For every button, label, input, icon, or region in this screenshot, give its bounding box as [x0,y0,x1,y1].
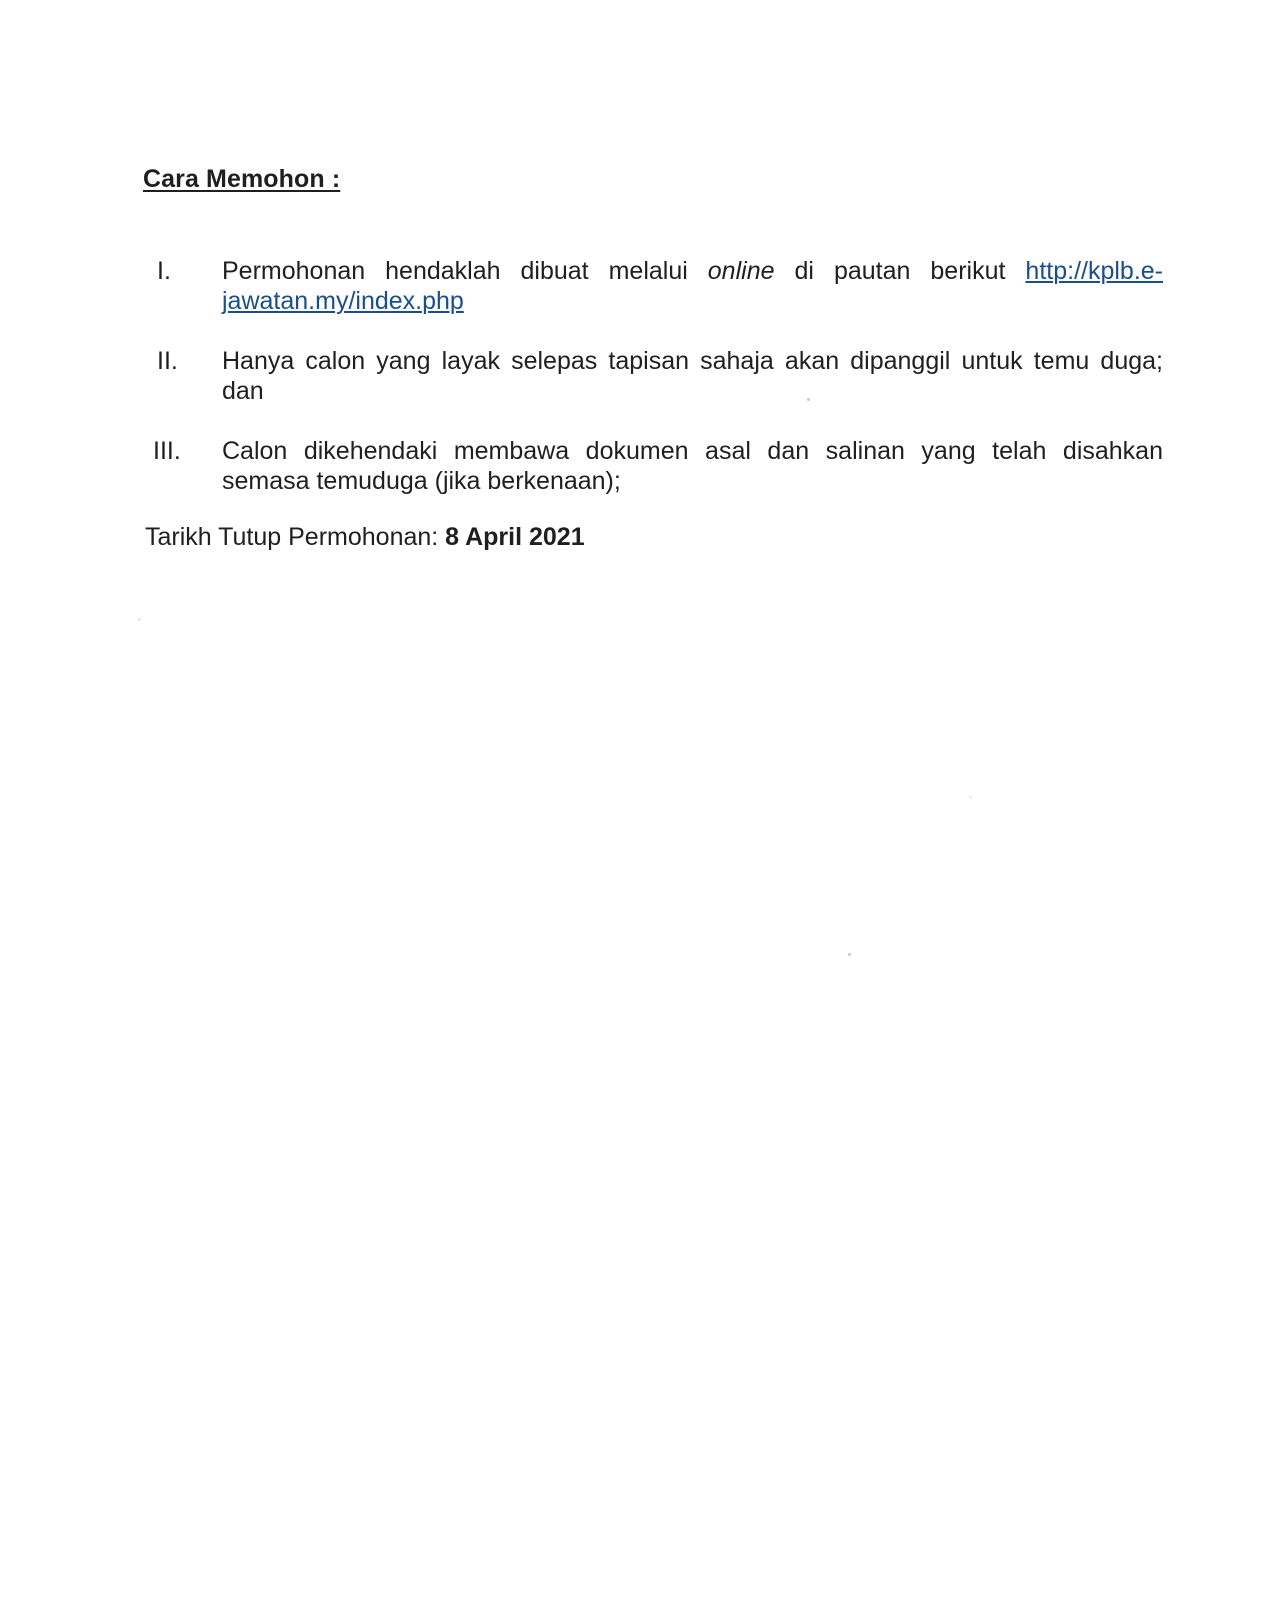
list-item-text: Calon dikehendaki membawa dokumen asal dan salinan yang telah disahkan semasa temuduga (jika berkenaan); [222,437,1163,495]
list-item-text [222,256,1163,316]
closing-date-line [145,523,585,552]
list-item [143,256,1163,316]
list-item-number: II. [157,347,178,375]
list-item [143,346,1163,406]
item-text-italic: online [707,257,775,285]
closing-date-value: 8 April 2021 [445,523,585,551]
application-steps-list [143,256,1163,526]
list-item-number: I. [157,257,171,285]
application-link[interactable]: http://kplb.e-jawatan.my/index.php [222,257,1163,315]
scan-speck [138,618,141,621]
list-item-number: III. [153,437,181,465]
section-heading: Cara Memohon : [143,165,341,193]
scan-speck [969,796,972,799]
list-item [143,436,1163,496]
scan-speck [807,398,810,401]
item-text-part: Permohonan hendaklah dibuat melalui [222,257,708,285]
scan-speck [848,953,851,956]
list-item-text: Hanya calon yang layak selepas tapisan sahaja akan dipanggil untuk temu duga; dan [222,347,1163,405]
item-text-part: di pautan berikut [774,257,1026,285]
closing-date-label: Tarikh Tutup Permohonan: [145,523,446,551]
